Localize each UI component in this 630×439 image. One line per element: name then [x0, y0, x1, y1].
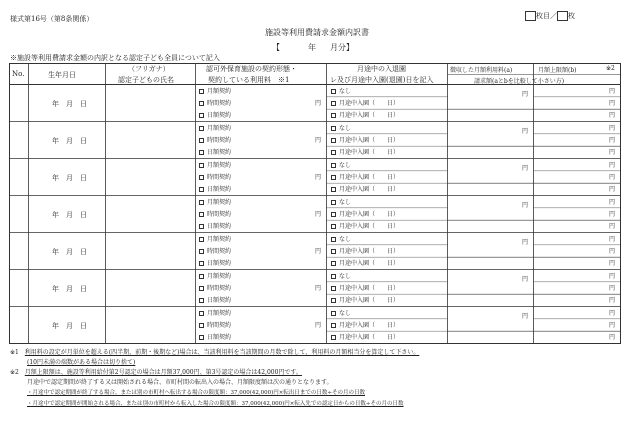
checkbox[interactable] — [331, 187, 336, 192]
checkbox[interactable] — [331, 237, 336, 242]
contract-option[interactable] — [199, 295, 231, 304]
contract-option-label: 日額契約 — [207, 260, 232, 268]
contract-option[interactable] — [199, 221, 231, 230]
table-row — [0, 159, 630, 196]
entry-option-label: なし — [339, 309, 352, 317]
entry-option-label: なし — [339, 124, 352, 132]
child-name-field[interactable] — [107, 87, 193, 120]
contract-fee-yen: 円 — [315, 210, 322, 218]
entry-option-label: 月途中入園（ 日） — [339, 321, 400, 329]
checkbox[interactable] — [199, 261, 204, 266]
entry-option[interactable] — [331, 172, 399, 181]
checkbox[interactable] — [199, 101, 204, 106]
table-row — [0, 196, 630, 233]
checkbox[interactable] — [199, 286, 204, 291]
contract-option-label: 時間契約 — [207, 136, 232, 144]
contract-option-label: 月額契約 — [207, 309, 232, 317]
checkbox[interactable] — [331, 286, 336, 291]
checkbox[interactable] — [331, 101, 336, 106]
entry-option[interactable] — [331, 184, 399, 193]
contract-fee-yen: 円 — [315, 99, 322, 107]
checkbox[interactable] — [199, 311, 204, 316]
checkbox[interactable] — [199, 163, 204, 168]
table-row — [0, 233, 630, 270]
footnote-1-mark: ※1 — [10, 349, 19, 356]
checkbox[interactable] — [199, 200, 204, 205]
birth-date-field[interactable]: 年 月 日 — [52, 173, 87, 182]
contract-option-label: 日額契約 — [207, 149, 232, 157]
contract-option[interactable] — [199, 308, 231, 317]
contract-option-label: 日額契約 — [207, 112, 232, 120]
period-month: 月分】 — [330, 43, 354, 52]
col-header-paid: 徴収した月額利用料(a) — [450, 67, 513, 74]
entry-option-label: 月途中入園（ 日） — [339, 149, 400, 157]
birth-date-field[interactable]: 年 月 日 — [52, 321, 87, 330]
paid-fee-yen[interactable]: 円 — [522, 201, 529, 209]
contract-option[interactable] — [199, 135, 231, 144]
col-header-name: 認定子どもの氏名 — [118, 76, 174, 84]
contract-option-label: 月額契約 — [207, 161, 232, 169]
contract-option-label: 月額契約 — [207, 124, 232, 132]
col-header-cap: 月額上限額(b) — [538, 67, 577, 74]
birth-date-field[interactable]: 年 月 日 — [52, 247, 87, 256]
entry-option-label: 月途中入園（ 日） — [339, 173, 400, 181]
footnote-2 — [10, 367, 302, 376]
entry-option-label: 月途中入園（ 日） — [339, 210, 400, 218]
checkbox[interactable] — [331, 150, 336, 155]
checkbox[interactable] — [331, 274, 336, 279]
contract-option[interactable] — [199, 147, 231, 156]
checkbox[interactable] — [331, 298, 336, 303]
entry-option[interactable] — [331, 258, 399, 267]
birth-date-field[interactable]: 年 月 日 — [52, 136, 87, 145]
cap-amount-yen[interactable]: 円 — [609, 247, 616, 255]
cap-amount-yen[interactable]: 円 — [609, 124, 616, 132]
entry-option-label: なし — [339, 198, 352, 206]
entry-option[interactable] — [331, 160, 351, 169]
claim-amount-yen[interactable]: 円 — [609, 223, 616, 231]
entry-option[interactable] — [331, 221, 399, 230]
checkbox[interactable] — [199, 175, 204, 180]
footnote-2-bullet-2: ・月途中で認定期間が開始される場合、または別の市町村から転入した場合の限度額：37,000(42,000)円×転入先での認定日からの日数÷その月の日数 — [27, 401, 404, 407]
checkbox[interactable] — [199, 298, 204, 303]
page-suffix: 枚目 — [536, 12, 550, 20]
col-header-entry-1: 月途中の入退園 — [357, 65, 406, 73]
entry-option[interactable] — [331, 320, 399, 329]
contract-option-label: 時間契約 — [207, 173, 232, 181]
entry-option[interactable] — [331, 123, 351, 132]
cap-amount-yen[interactable]: 円 — [609, 173, 616, 181]
checkbox[interactable] — [199, 212, 204, 217]
contract-option[interactable] — [199, 86, 231, 95]
checkbox[interactable] — [199, 126, 204, 131]
paid-fee-yen[interactable]: 円 — [522, 127, 529, 135]
contract-option-label: 月額契約 — [207, 87, 232, 95]
contract-option[interactable] — [199, 98, 231, 107]
entry-option[interactable] — [331, 197, 351, 206]
entry-option-label: 月途中入園（ 日） — [339, 297, 400, 305]
table-row — [0, 122, 630, 159]
page-separator: ／ — [550, 12, 557, 20]
checkbox[interactable] — [331, 261, 336, 266]
contract-fee-yen: 円 — [315, 173, 322, 181]
claim-amount-yen[interactable]: 円 — [609, 112, 616, 120]
birth-date-field[interactable]: 年 月 日 — [52, 99, 87, 108]
checkbox[interactable] — [331, 113, 336, 118]
contract-option-label: 日額契約 — [207, 223, 232, 231]
checkbox[interactable] — [199, 187, 204, 192]
contract-option-label: 日額契約 — [207, 297, 232, 305]
contract-fee-yen: 円 — [315, 284, 322, 292]
col-header-cap-note: ※2 — [606, 65, 615, 72]
col-header-birth: 生年月日 — [48, 71, 76, 79]
contract-option[interactable] — [199, 123, 231, 132]
entry-option[interactable] — [331, 147, 399, 156]
entry-option[interactable] — [331, 308, 351, 317]
footnote-2-bullet-1: ・月途中で認定期間が終了する場合、または別の市町村へ転出する場合の限度額：37,000(42,000)円×転出日までの日数÷その月の日数 — [27, 390, 366, 396]
table-row — [0, 270, 630, 307]
footnote-1-text: 利用料の設定が月単位を超える(四半期、前期・後期など)場合は、当該利用料を当該期間の月数で除して、利用料の月額相当分を算定して下さい。 — [24, 349, 420, 356]
checkbox[interactable] — [199, 138, 204, 143]
checkbox[interactable] — [331, 138, 336, 143]
col-header-entry-2: レ及び月途中入園(退園)日を記入 — [330, 76, 434, 84]
period-year: 年 — [308, 43, 316, 52]
entry-option-label: 月途中入園（ 日） — [339, 260, 400, 268]
entry-option[interactable] — [331, 110, 399, 119]
contract-option[interactable] — [199, 271, 231, 280]
contract-option[interactable] — [199, 209, 231, 218]
cap-amount-yen[interactable]: 円 — [609, 321, 616, 329]
cap-amount-yen[interactable]: 円 — [609, 284, 616, 292]
contract-option[interactable] — [199, 320, 231, 329]
checkbox[interactable] — [199, 323, 204, 328]
checkbox[interactable] — [199, 274, 204, 279]
contract-option-label: 時間契約 — [207, 99, 232, 107]
entry-option-label: 月途中入園（ 日） — [339, 247, 400, 255]
col-header-no: No. — [12, 70, 25, 78]
contract-option[interactable] — [199, 197, 231, 206]
contract-option[interactable] — [199, 184, 231, 193]
checkbox[interactable] — [199, 335, 204, 340]
checkbox[interactable] — [331, 89, 336, 94]
contract-option-label: 時間契約 — [207, 284, 232, 292]
col-header-contract-1: 認可外保育施設の契約形態・ — [206, 65, 297, 73]
paid-fee-yen[interactable]: 円 — [522, 312, 529, 320]
entry-option[interactable] — [331, 295, 399, 304]
entry-option-label: 月途中入園（ 日） — [339, 136, 400, 144]
checkbox[interactable] — [331, 249, 336, 254]
entry-option-label: 月途中入園（ 日） — [339, 99, 400, 107]
col-header-claim: 請求額(aとbを比較して小さい方) — [474, 78, 565, 85]
contract-option-label: 月額契約 — [207, 198, 232, 206]
claim-amount-yen[interactable]: 円 — [609, 260, 616, 268]
cap-amount-yen[interactable]: 円 — [609, 198, 616, 206]
entry-option[interactable] — [331, 98, 399, 107]
checkbox[interactable] — [199, 113, 204, 118]
footnote-2-sub: 月途中で認定期間が終了する又は開始される場合、市町村間の転出入の場合、月額限度額は次の通りとなります。 — [27, 379, 333, 386]
contract-option-label: 時間契約 — [207, 247, 232, 255]
contract-option[interactable] — [199, 172, 231, 181]
contract-option[interactable] — [199, 332, 231, 341]
entry-option-label: 月途中入園（ 日） — [339, 223, 400, 231]
col-header-contract-2: 契約している利用料 ※1 — [208, 76, 290, 84]
child-name-field[interactable] — [107, 124, 193, 157]
checkbox[interactable] — [331, 323, 336, 328]
claim-amount-yen[interactable]: 円 — [609, 334, 616, 342]
child-name-field[interactable] — [107, 235, 193, 268]
cap-amount-yen[interactable]: 円 — [609, 136, 616, 144]
contract-option[interactable] — [199, 160, 231, 169]
contract-fee-yen: 円 — [315, 136, 322, 144]
checkbox[interactable] — [331, 175, 336, 180]
contract-option-label: 時間契約 — [207, 321, 232, 329]
table-row — [0, 307, 630, 344]
checkbox[interactable] — [199, 224, 204, 229]
entry-option-label: 月途中入園（ 日） — [339, 186, 400, 194]
form-number: 様式第16号（第8条関係） — [10, 15, 94, 23]
cap-amount-yen[interactable]: 円 — [609, 272, 616, 280]
paid-fee-yen[interactable]: 円 — [522, 275, 529, 283]
contract-option-label: 月額契約 — [207, 235, 232, 243]
cap-amount-yen[interactable]: 円 — [609, 309, 616, 317]
page-title: 施設等利用費請求金額内訳書 — [265, 28, 369, 37]
contract-fee-yen: 円 — [315, 247, 322, 255]
checkbox[interactable] — [199, 237, 204, 242]
entry-option[interactable] — [331, 135, 399, 144]
footnote-1 — [10, 347, 419, 356]
page-total-label: 枚 — [568, 12, 575, 20]
table-row — [0, 85, 630, 122]
contract-option-label: 月額契約 — [207, 272, 232, 280]
contract-option[interactable] — [199, 258, 231, 267]
entry-option[interactable] — [331, 332, 399, 341]
checkbox[interactable] — [331, 212, 336, 217]
entry-option-label: 月途中入園（ 日） — [339, 334, 400, 342]
child-name-field[interactable] — [107, 272, 193, 305]
footnote-1-sub: (10円未満の端数がある場合は切り捨て) — [27, 359, 136, 366]
entry-option-label: なし — [339, 272, 352, 280]
child-name-field[interactable] — [107, 161, 193, 194]
checkbox[interactable] — [199, 150, 204, 155]
contract-option[interactable] — [199, 246, 231, 255]
paid-fee-yen[interactable]: 円 — [522, 164, 529, 172]
col-header-name-kana: （フリガナ） — [128, 65, 170, 73]
footnote-2-mark: ※2 — [10, 369, 19, 376]
claim-amount-yen[interactable]: 円 — [609, 186, 616, 194]
entry-option-label: 月途中入園（ 日） — [339, 284, 400, 292]
contract-option[interactable] — [199, 283, 231, 292]
entry-option-label: なし — [339, 235, 352, 243]
paid-fee-yen[interactable]: 円 — [522, 90, 529, 98]
entry-option[interactable] — [331, 86, 351, 95]
checkbox[interactable] — [331, 163, 336, 168]
entry-option[interactable] — [331, 234, 351, 243]
contract-fee-yen: 円 — [315, 321, 322, 329]
birth-date-field[interactable]: 年 月 日 — [52, 284, 87, 293]
cap-amount-yen[interactable]: 円 — [609, 87, 616, 95]
cap-amount-yen[interactable]: 円 — [609, 235, 616, 243]
top-note: ※施設等利用費請求金額の内訳となる認定子ども全員について記入 — [10, 54, 220, 62]
footnote-2-text: 月額上限額は、施設等利用給付第2号認定の場合は月額37,000円、第3号認定の場合は42,000円です。 — [24, 369, 302, 376]
contract-option-label: 日額契約 — [207, 186, 232, 194]
contract-option-label: 時間契約 — [207, 210, 232, 218]
claim-amount-yen[interactable]: 円 — [609, 297, 616, 305]
entry-option-label: なし — [339, 87, 352, 95]
entry-option[interactable] — [331, 246, 399, 255]
cap-amount-yen[interactable]: 円 — [609, 161, 616, 169]
checkbox[interactable] — [331, 126, 336, 131]
checkbox[interactable] — [331, 224, 336, 229]
claim-amount-yen[interactable]: 円 — [609, 149, 616, 157]
entry-option[interactable] — [331, 283, 399, 292]
entry-option[interactable] — [331, 271, 351, 280]
contract-option-label: 日額契約 — [207, 334, 232, 342]
cap-amount-yen[interactable]: 円 — [609, 210, 616, 218]
contract-option[interactable] — [199, 110, 231, 119]
period-open: 【 — [272, 43, 280, 52]
entry-option[interactable] — [331, 209, 399, 218]
checkbox[interactable] — [199, 89, 204, 94]
cap-amount-yen[interactable]: 円 — [609, 99, 616, 107]
birth-date-field[interactable]: 年 月 日 — [52, 210, 87, 219]
child-name-field[interactable] — [107, 198, 193, 231]
checkbox[interactable] — [331, 200, 336, 205]
checkbox[interactable] — [331, 311, 336, 316]
checkbox[interactable] — [199, 249, 204, 254]
checkbox[interactable] — [331, 335, 336, 340]
entry-option-label: なし — [339, 161, 352, 169]
child-name-field[interactable] — [107, 309, 193, 342]
entry-option-label: 月途中入園（ 日） — [339, 112, 400, 120]
paid-fee-yen[interactable]: 円 — [522, 238, 529, 246]
contract-option[interactable] — [199, 234, 231, 243]
